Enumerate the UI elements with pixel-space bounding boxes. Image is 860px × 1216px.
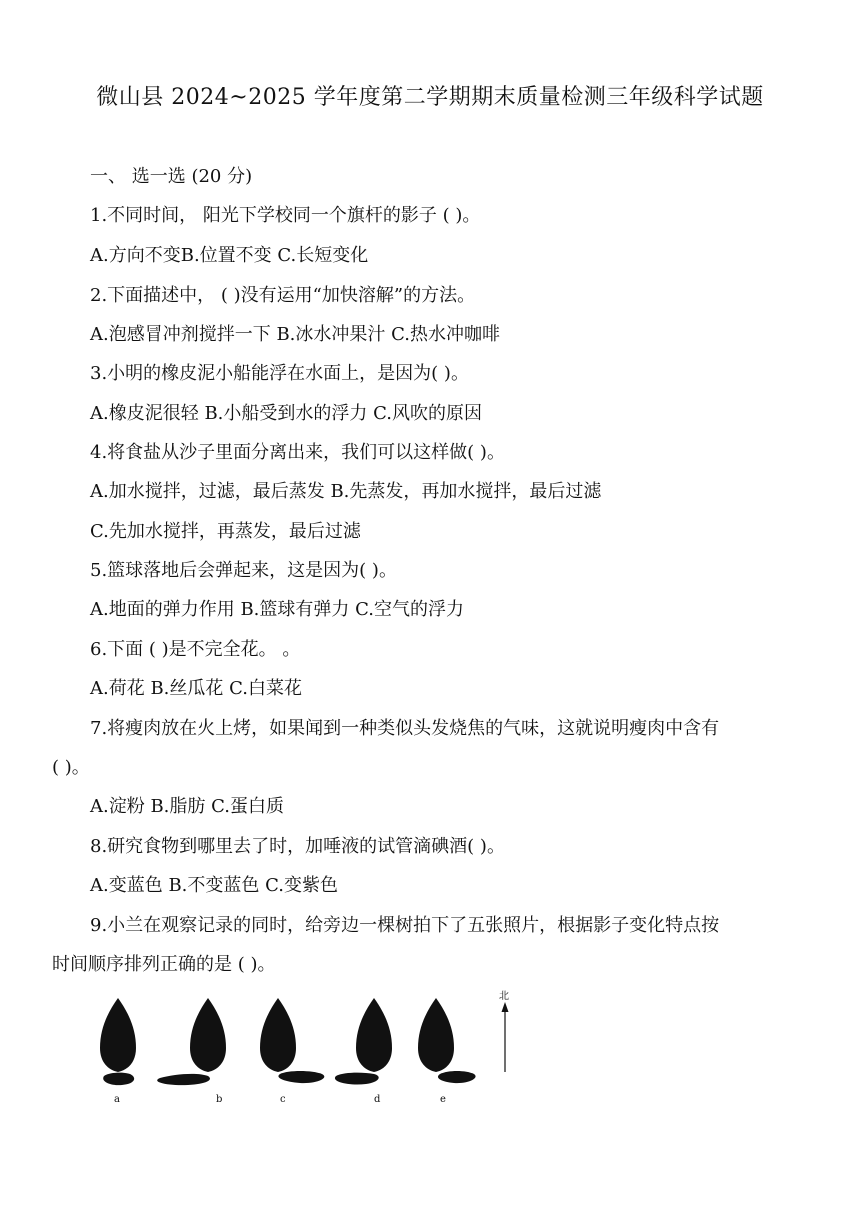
question-4: 4.将食盐从沙子里面分离出来，我们可以这样做( )。 xyxy=(90,442,505,463)
question-6: 6.下面 ( )是不完全花。 。 xyxy=(90,639,301,660)
options-8: A.变蓝色 B.不变蓝色 C.变紫色 xyxy=(90,875,338,896)
section-heading: 一、 选一选 (20 分) xyxy=(90,166,253,187)
tree-shadow-figure xyxy=(90,990,530,1110)
north-label: 北 xyxy=(499,991,509,1002)
exam-title: 微山县 2024~2025 学年度第二学期期末质量检测三年级科学试题 xyxy=(96,85,764,110)
question-5: 5.篮球落地后会弹起来，这是因为( )。 xyxy=(90,560,397,581)
options-6: A.荷花 B.丝瓜花 C.白菜花 xyxy=(90,678,302,699)
question-7-blank: ( )。 xyxy=(52,757,90,778)
options-5: A.地面的弹力作用 B.篮球有弹力 C.空气的浮力 xyxy=(90,599,464,620)
question-8: 8.研究食物到哪里去了时，加唾液的试管滴碘酒( )。 xyxy=(90,836,505,857)
options-4-c: C.先加水搅拌，再蒸发，最后过滤 xyxy=(90,521,361,542)
label-b: b xyxy=(216,1094,223,1105)
tree-c-icon xyxy=(260,998,324,1083)
label-d: d xyxy=(374,1094,381,1105)
label-a: a xyxy=(114,1094,120,1105)
options-2: A.泡感冒冲剂搅拌一下 B.冰水冲果汁 C.热水冲咖啡 xyxy=(90,324,500,345)
tree-e-icon xyxy=(418,998,476,1083)
options-7: A.淀粉 B.脂肪 C.蛋白质 xyxy=(90,796,284,817)
question-1: 1.不同时间， 阳光下学校同一个旗杆的影子 ( )。 xyxy=(90,205,481,226)
label-e: e xyxy=(440,1094,446,1105)
tree-d-icon xyxy=(335,998,392,1085)
options-4-ab: A.加水搅拌，过滤，最后蒸发 B.先蒸发，再加水搅拌，最后过滤 xyxy=(90,481,602,502)
question-9: 9.小兰在观察记录的同时，给旁边一棵树拍下了五张照片，根据影子变化特点按 xyxy=(90,915,720,936)
question-7: 7.将瘦肉放在火上烤，如果闻到一种类似头发烧焦的气味，这就说明瘦肉中含有 xyxy=(90,718,720,739)
north-arrow-icon xyxy=(502,1002,509,1072)
tree-b-icon xyxy=(157,998,226,1085)
question-9-cont: 时间顺序排列正确的是 ( )。 xyxy=(52,954,276,975)
options-3: A.橡皮泥很轻 B.小船受到水的浮力 C.风吹的原因 xyxy=(90,403,482,424)
label-c: c xyxy=(280,1094,286,1105)
question-2: 2.下面描述中， ( )没有运用“加快溶解”的方法。 xyxy=(90,285,476,306)
question-3: 3.小明的橡皮泥小船能浮在水面上，是因为( )。 xyxy=(90,363,469,384)
options-1: A.方向不变B.位置不变 C.长短变化 xyxy=(90,245,369,266)
tree-a-icon xyxy=(100,998,136,1085)
